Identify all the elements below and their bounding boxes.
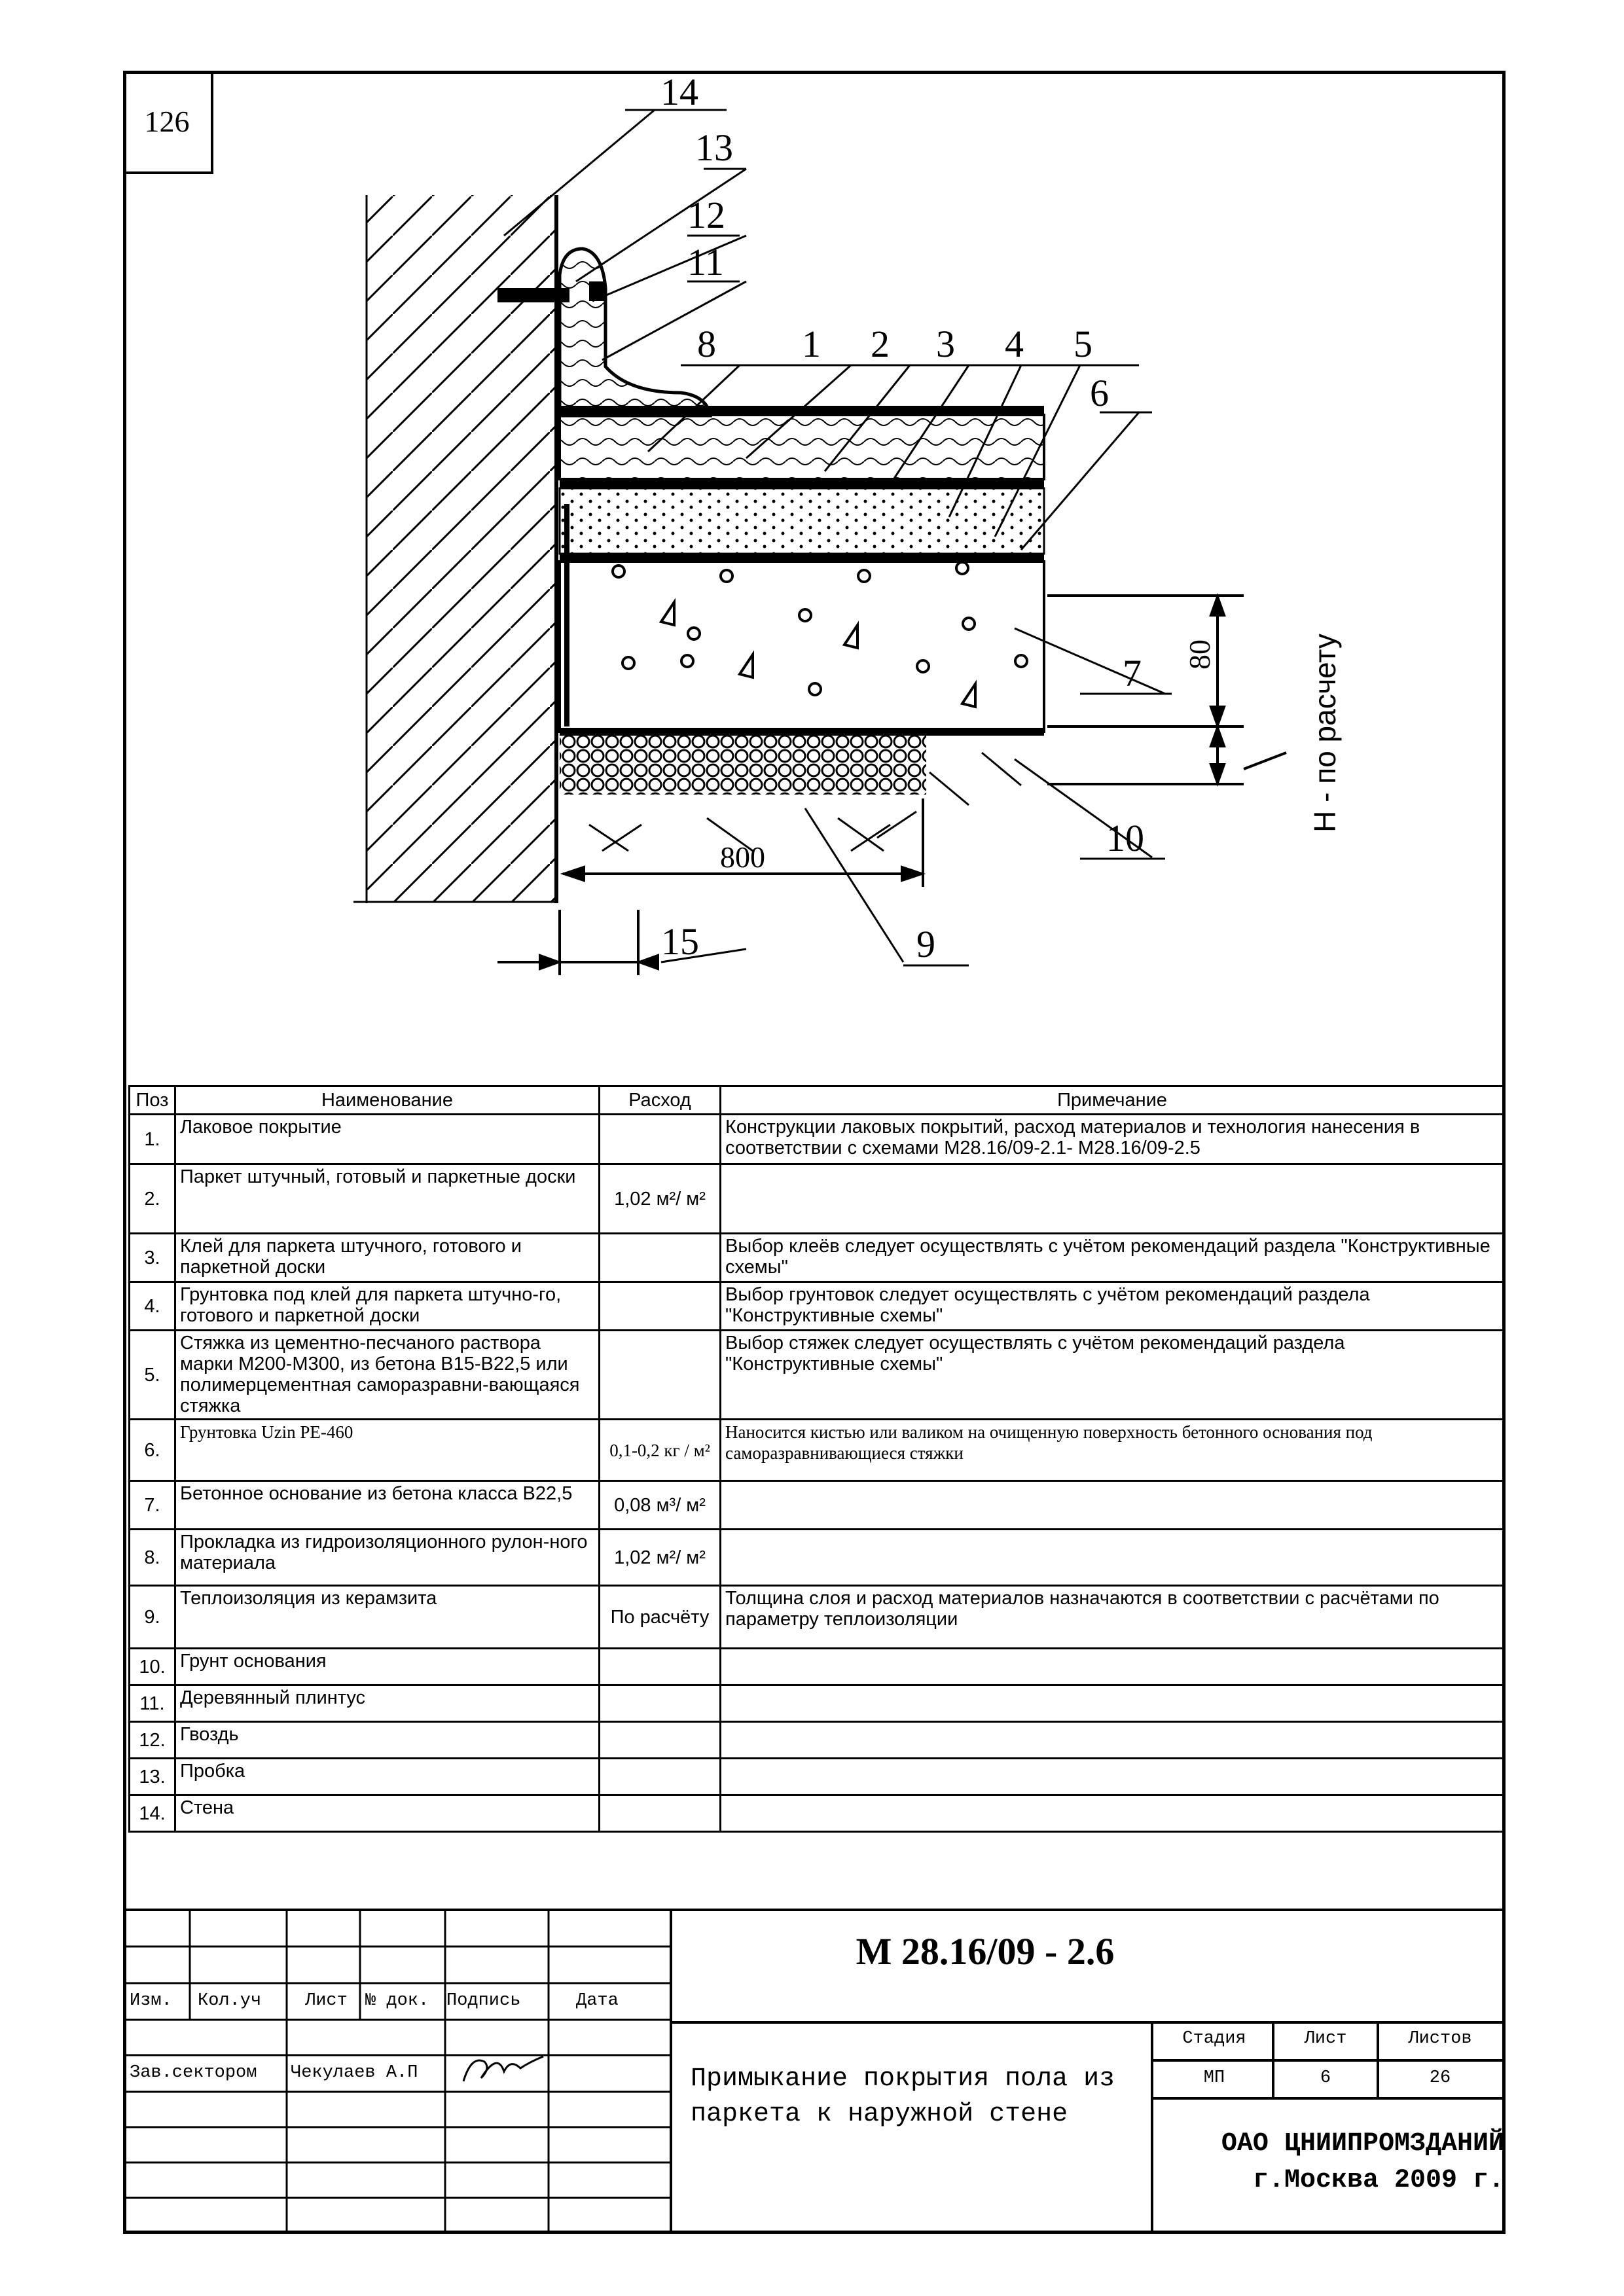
organization-city-year: г.Москва 2009 г. bbox=[1252, 2166, 1504, 2195]
row-name: Теплоизоляция из керамзита bbox=[175, 1586, 600, 1649]
row-note: Толщина слоя и расход материалов назначаются в соответствии с расчётами по параметру теплоизоляции bbox=[721, 1586, 1504, 1649]
row-name: Грунтовка под клей для паркета штучно-го, готового и паркетной доски bbox=[175, 1282, 600, 1331]
row-pos: 14. bbox=[130, 1795, 175, 1832]
callout-10: 10 bbox=[1106, 817, 1144, 859]
header-note: Примечание bbox=[721, 1086, 1504, 1115]
row-pos: 5. bbox=[130, 1331, 175, 1420]
sheets-value: 26 bbox=[1429, 2068, 1451, 2088]
callout-5: 5 bbox=[1074, 323, 1092, 365]
callout-2: 2 bbox=[871, 323, 890, 365]
col-list: Лист bbox=[305, 1991, 348, 2011]
stage-value: МП bbox=[1203, 2068, 1225, 2088]
sheet-number: 126 bbox=[123, 71, 213, 174]
col-doc-no: № док. bbox=[365, 1991, 429, 2011]
header-pos: Поз bbox=[130, 1086, 175, 1115]
callout-15: 15 bbox=[661, 920, 699, 963]
callout-7: 7 bbox=[1123, 652, 1142, 694]
row-name: Грунт основания bbox=[175, 1649, 600, 1685]
row-amount: По расчёту bbox=[600, 1586, 721, 1649]
row-amount: 1,02 м²/ м² bbox=[600, 1164, 721, 1234]
row-name: Паркет штучный, готовый и паркетные доски bbox=[175, 1164, 600, 1234]
callout-14: 14 bbox=[660, 71, 698, 113]
row-name: Стяжка из цементно-песчаного раствора марки М200-М300, из бетона В15-В22,5 или полимерцементная саморазравни-вающаяся стяжка bbox=[175, 1331, 600, 1420]
row-pos: 4. bbox=[130, 1282, 175, 1331]
sheet-value: 6 bbox=[1320, 2068, 1331, 2088]
row-amount: 1,02 м²/ м² bbox=[600, 1530, 721, 1586]
document-code: М 28.16/09 - 2.6 bbox=[856, 1930, 1115, 1973]
row-note: Выбор стяжек следует осуществлять с учётом рекомендаций раздела "Конструктивные схемы" bbox=[721, 1331, 1504, 1420]
row-name: Пробка bbox=[175, 1759, 600, 1795]
dimension-800: 800 bbox=[720, 840, 765, 874]
organization-name: ОАО ЦНИИПРОМЗДАНИЙ bbox=[1221, 2129, 1504, 2159]
row-name: Деревянный плинтус bbox=[175, 1685, 600, 1722]
row-pos: 3. bbox=[130, 1234, 175, 1282]
col-signature: Подпись bbox=[446, 1991, 521, 2011]
sheets-label: Листов bbox=[1408, 2029, 1472, 2049]
row-pos: 12. bbox=[130, 1722, 175, 1759]
row-amount: 0,08 м³/ м² bbox=[600, 1481, 721, 1530]
row-pos: 8. bbox=[130, 1530, 175, 1586]
header-name: Наименование bbox=[175, 1086, 600, 1115]
callout-12: 12 bbox=[687, 194, 725, 236]
callout-6: 6 bbox=[1090, 372, 1109, 414]
callout-8: 8 bbox=[697, 323, 716, 365]
row-pos: 11. bbox=[130, 1685, 175, 1722]
row-pos: 7. bbox=[130, 1481, 175, 1530]
row-note: Выбор клеёв следует осуществлять с учётом рекомендаций раздела "Конструктивные схемы" bbox=[721, 1234, 1504, 1282]
signature-mark bbox=[458, 2049, 550, 2088]
drawing-title: Примыкание покрытия пола из паркета к наружной стене bbox=[691, 2064, 1115, 2129]
callout-3: 3 bbox=[936, 323, 955, 365]
row-name: Клей для паркета штучного, готового и паркетной доски bbox=[175, 1234, 600, 1282]
row-note: Конструкции лаковых покрытий, расход материалов и технология нанесения в соответствии с схемами М28.16/09-2.1- М28.16/09-2.5 bbox=[721, 1115, 1504, 1164]
row-pos: 10. bbox=[130, 1649, 175, 1685]
callout-9: 9 bbox=[916, 923, 935, 965]
row-name: Бетонное основание из бетона класса В22,5 bbox=[175, 1481, 600, 1530]
role-label: Зав.сектором bbox=[130, 2063, 257, 2083]
row-note: Наносится кистью или валиком на очищенную поверхность бетонного основания под саморазравнивающиеся стяжки bbox=[721, 1420, 1504, 1481]
row-name: Прокладка из гидроизоляционного рулон-ного материала bbox=[175, 1530, 600, 1586]
row-pos: 6. bbox=[130, 1420, 175, 1481]
callout-11: 11 bbox=[687, 241, 724, 283]
row-pos: 1. bbox=[130, 1115, 175, 1164]
callout-4: 4 bbox=[1005, 323, 1024, 365]
organization bbox=[1159, 2126, 1504, 2199]
row-pos: 13. bbox=[130, 1759, 175, 1795]
dimension-80: 80 bbox=[1183, 639, 1216, 670]
col-izm: Изм. bbox=[130, 1991, 172, 2011]
col-kol-uch: Кол.уч bbox=[198, 1991, 262, 2011]
height-note: Н - по расчету bbox=[1308, 634, 1342, 833]
callout-13: 13 bbox=[695, 126, 733, 169]
row-pos: 9. bbox=[130, 1586, 175, 1649]
callout-1: 1 bbox=[802, 323, 821, 365]
row-name: Гвоздь bbox=[175, 1722, 600, 1759]
stage-label: Стадия bbox=[1182, 2029, 1246, 2049]
row-name: Стена bbox=[175, 1795, 600, 1832]
row-note: Выбор грунтовок следует осуществлять с учётом рекомендаций раздела "Конструктивные схемы" bbox=[721, 1282, 1504, 1331]
header-amount: Расход bbox=[600, 1086, 721, 1115]
row-name: Лаковое покрытие bbox=[175, 1115, 600, 1164]
row-name: Грунтовка Uzin PE-460 bbox=[175, 1420, 600, 1481]
col-date: Дата bbox=[576, 1991, 619, 2011]
person-name: Чекулаев А.П bbox=[291, 2063, 418, 2083]
row-pos: 2. bbox=[130, 1164, 175, 1234]
row-amount: 0,1-0,2 кг / м² bbox=[600, 1420, 721, 1481]
sheet-label: Лист bbox=[1304, 2029, 1347, 2049]
